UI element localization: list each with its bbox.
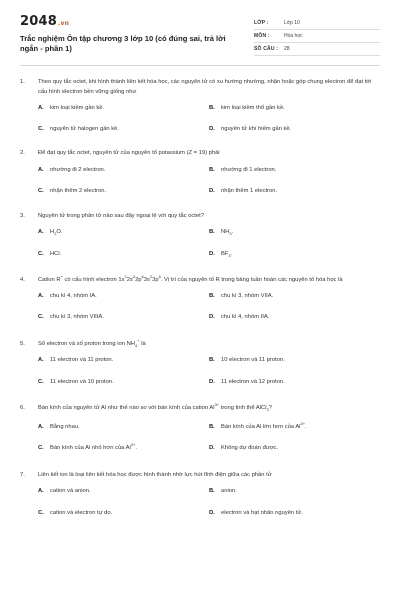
answer-option-b[interactable] [209, 166, 380, 176]
question-text: Liên kết ion là loại liên kết hóa học được hình thành nhờ lực hút tĩnh điện giữa các phần tử [38, 471, 272, 478]
option-letter: B. [209, 166, 215, 173]
option-letter: A. [38, 423, 44, 430]
option-text: anion. [221, 488, 237, 494]
answer-option-b[interactable] [209, 420, 380, 433]
option-letter: B. [209, 229, 215, 235]
option-letter: B. [209, 105, 215, 111]
answer-option-d[interactable] [209, 378, 380, 388]
option-text: 11 electron và 12 proton. [221, 378, 285, 385]
question-text: Số electron và số proton trong ion $NH_4^+$ là [38, 337, 146, 348]
option-letter: A. [38, 357, 44, 363]
option-text: $H_2O$. [50, 229, 63, 237]
answer-options [20, 292, 380, 323]
option-letter: B. [209, 292, 215, 299]
answer-option-c[interactable] [38, 187, 209, 197]
option-text: kim loại kiềm gần kề. [50, 105, 105, 111]
answer-options [20, 487, 380, 518]
question-number: 5. [20, 340, 25, 347]
option-letter: A. [38, 166, 44, 173]
option-text: chu kì 4, nhóm IIA. [221, 314, 270, 320]
option-letter: A. [38, 292, 44, 299]
site-logo[interactable] [20, 14, 235, 29]
question-2 [20, 149, 380, 197]
option-text: nguyên tử khí hiếm gần kề. [221, 125, 292, 132]
brand-block [20, 14, 235, 56]
meta-count-label: SỐ CÂU : [254, 46, 279, 52]
answer-option-b[interactable] [209, 356, 380, 366]
option-letter: C. [38, 509, 44, 516]
question-number: 3. [20, 212, 25, 219]
question-number: 4. [20, 277, 25, 283]
option-letter: D. [209, 188, 215, 194]
option-text: nhường đi 2 electron. [50, 166, 106, 173]
answer-option-c[interactable] [38, 378, 209, 388]
answer-option-a[interactable] [38, 228, 209, 238]
answer-options [20, 166, 380, 197]
question-number: 1. [20, 79, 25, 85]
question-3 [20, 212, 380, 260]
answer-option-d[interactable] [209, 250, 380, 260]
question-text: Bán kính của nguyên tử Al như thế nào so với bán kính của cation $Al^{3+}$ trong tinh thể AlCl$_3$? [38, 402, 272, 413]
answer-option-c[interactable] [38, 313, 209, 323]
meta-subject-row [254, 30, 380, 43]
option-letter: D. [209, 378, 215, 385]
option-letter: C. [38, 125, 44, 132]
question-4 [20, 276, 380, 323]
answer-option-a[interactable] [38, 292, 209, 302]
option-letter: B. [209, 488, 215, 494]
page-header [20, 14, 380, 56]
meta-subject-label: MÔN : [254, 33, 270, 39]
answer-option-b[interactable] [209, 292, 380, 302]
answer-option-a[interactable] [38, 423, 209, 433]
answer-option-b[interactable] [209, 487, 380, 497]
option-text: kim loại kiềm thổ gần kề. [221, 105, 285, 111]
question-text: Để đạt quy tắc octet, nguyên tử của nguyên tố potassium (Z = 19) phải [38, 150, 220, 156]
answer-option-b[interactable] [209, 228, 380, 238]
option-text: $NH_3$. [221, 229, 234, 237]
option-letter: A. [38, 488, 44, 494]
meta-subject-value: Hóa học [284, 33, 303, 39]
option-text: HCl. [50, 250, 62, 257]
option-text: Không dự đoán được. [221, 445, 279, 451]
answer-option-d[interactable] [209, 313, 380, 323]
answer-option-c[interactable] [38, 250, 209, 260]
option-text: chu kì 3, nhóm VIIIA. [50, 314, 104, 320]
answer-option-a[interactable] [38, 356, 209, 366]
answer-option-b[interactable] [209, 104, 380, 114]
option-letter: A. [38, 229, 44, 235]
meta-class-value: Lớp 10 [284, 20, 300, 26]
answer-options [20, 420, 380, 454]
option-text: nhường đi 1 electron. [221, 166, 277, 173]
answer-option-d[interactable] [209, 509, 380, 519]
answer-option-a[interactable] [38, 104, 209, 114]
logo-text: 2048 [20, 14, 57, 29]
option-text: cation và anion. [50, 488, 91, 494]
option-letter: C. [38, 188, 44, 194]
option-text: $BF_3$. [221, 250, 233, 258]
option-text: 11 electron và 10 proton. [50, 378, 114, 385]
option-text: nhận thêm 1 electron. [221, 188, 278, 194]
quiz-meta [254, 17, 380, 56]
option-letter: C. [38, 445, 44, 451]
option-letter: A. [38, 105, 44, 111]
option-text: Bằng nhau. [50, 423, 80, 430]
question-number: 2. [20, 150, 25, 156]
header-divider [20, 65, 380, 66]
answer-options [20, 356, 380, 387]
question-text: Theo quy tắc octet, khi hình thành liên kết hóa học, các nguyên tử có xu hướng nhường, nhận hoặc góp chung electron để đạt tới cấu hình electron bền vững giống như [38, 79, 372, 95]
option-letter: D. [209, 314, 215, 320]
option-text: cation và electron tự do. [50, 509, 113, 516]
answer-option-c[interactable] [38, 444, 209, 454]
logo-tld: .vn [57, 20, 70, 27]
option-text: chu kì 4, nhóm IA. [50, 292, 97, 299]
question-number: 7. [20, 471, 25, 478]
meta-count-value: 28 [284, 46, 290, 52]
question-1 [20, 78, 380, 134]
option-letter: B. [209, 423, 215, 430]
option-text: nguyên tử halogen gần kề. [50, 125, 119, 132]
answer-option-a[interactable] [38, 166, 209, 176]
meta-class-label: LỚP : [254, 20, 269, 26]
option-text: chu kì 3, nhóm VIIA. [221, 292, 274, 299]
option-letter: D. [209, 445, 215, 451]
answer-options [20, 104, 380, 134]
option-letter: C. [38, 250, 44, 257]
option-letter: D. [209, 509, 215, 516]
quiz-title: Trắc nghiệm Ôn tập chương 3 lớp 10 (có đúng sai, trả lời ngắn - phần 1) [20, 34, 226, 53]
option-text: Bán kính của Al lớn hơn của $Al^{3+}$. [221, 420, 307, 430]
question-6 [20, 404, 380, 454]
answer-option-c[interactable] [38, 509, 209, 519]
answer-option-c[interactable] [38, 125, 209, 135]
question-7 [20, 471, 380, 519]
option-text: electron và hạt nhân nguyên tử. [221, 509, 303, 516]
meta-class-row [254, 17, 380, 30]
option-letter: C. [38, 378, 44, 385]
option-letter: C. [38, 314, 44, 320]
answer-options [20, 228, 380, 259]
question-number: 6. [20, 405, 25, 411]
option-letter: D. [209, 250, 215, 257]
option-text: 11 electron và 11 proton. [50, 357, 114, 363]
option-letter: D. [209, 125, 215, 132]
option-letter: B. [209, 357, 215, 363]
option-text: 10 electron và 11 proton. [221, 357, 285, 363]
question-5 [20, 337, 380, 388]
answer-option-d[interactable] [209, 125, 380, 135]
meta-count-row [254, 43, 380, 56]
question-text: Nguyên tử trong phân tử nào sau đây ngoại lệ với quy tắc octet? [38, 212, 204, 219]
option-text: nhận thêm 2 electron. [50, 188, 107, 194]
question-text: Cation R+ có cấu hình electron $1s^22s^22p^63s^23p^6$. Vị trí của nguyên tố R trong bảng tuần hoàn các nguyên tố hóa học là [38, 274, 343, 283]
answer-option-a[interactable] [38, 487, 209, 497]
option-text: Bán kính của Al nhỏ hơn của $Al^{3+}$. [50, 442, 138, 451]
answer-option-d[interactable] [209, 187, 380, 197]
answer-option-d[interactable] [209, 444, 380, 454]
